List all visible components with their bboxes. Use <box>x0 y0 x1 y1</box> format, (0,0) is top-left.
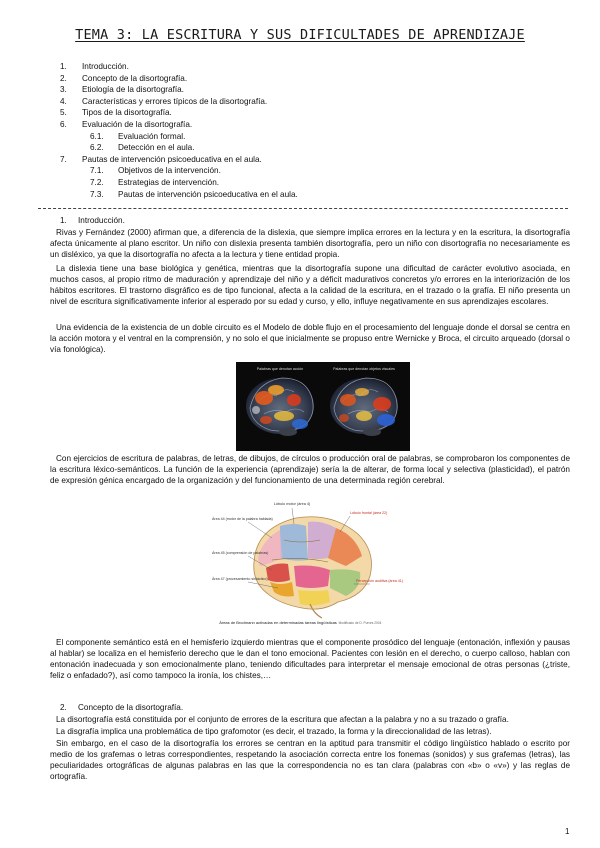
paragraph-text: La disgrafía implica una problemática de tipo grafomotor (es decir, el trazado, la forma y la direccionalidad de las letras). <box>56 727 492 736</box>
paragraph <box>50 738 570 782</box>
right-brain-scan <box>330 378 398 436</box>
paragraph <box>50 263 570 307</box>
label-motor-area: Lóbulo motor (área 4) <box>273 502 311 506</box>
label-area-45: Área 45 (comprensión de palabras) <box>212 551 269 555</box>
paragraph-text: El componente semántico está en el hemisferio izquierdo mientras que el componente prosódico del lenguaje (entonación, inflexión y pausas al hablar) se localiza en el hemisferio derecho que le dan el tono emocional. Pacientes con lesión en el derecho, o cuerpo calloso, hablan con entonación inadecuada y son emocionalmente plano, teniendo dificultades para interpretar el mensaje emocional de otras personas (¿triste, feliz o enfadado?), así como tampoco la ironía, los chistes,… <box>50 638 570 680</box>
paragraph <box>50 714 570 725</box>
brain-activation-figure <box>236 362 410 451</box>
paragraph-text: La dislexia tiene una base biológica y genética, mientras que la disortografía supone una dificultad de carácter evolutivo asociada, en muchos casos, al propio ritmo de maduración y aprendizaje del niño y a déficit madurativos concretos y/o errores en la interiorización de los hábitos escritores. El trastorno disgráfico es de tipo funcional, afecta a la calidad de la escritura, en el trazado o la grafía. El niño presenta un nivel de escritura significativamente inferior al esperado por su edad y curso, y ello, influye negativamente en sus aprendizajes escolares. <box>50 264 570 306</box>
label-frontal-area: Lóbulo frontal (área 22) <box>350 511 388 515</box>
toc-label: Etiología de la disortografía. <box>82 85 184 95</box>
section-heading <box>60 215 125 226</box>
toc-number: 6.2. <box>90 143 104 153</box>
paragraph <box>50 322 570 355</box>
paragraph <box>50 637 570 681</box>
paragraph-text: Sin embargo, en el caso de la disortografía los errores se centran en la aptitud para transmitir el código lingüístico hablado o escrito por medio de los grafemas o letras correspondientes, respetando la asociación correcta entre los fonemas (sonidos) y sus grafemas (letras), las peculiaridades ortográficas de algunas palabras en las que la correspondencia no es tan clara (palabras con «b» o «v») y las reglas de ortografía. <box>50 739 570 781</box>
toc-subitem <box>60 131 560 143</box>
section-number: 1. <box>60 216 67 225</box>
brodmann-brain-map <box>210 500 403 632</box>
toc-label: Pautas de intervención psicoeducativa en el aula. <box>82 154 262 164</box>
toc-item <box>60 119 560 131</box>
brodmann-areas-figure <box>210 500 403 632</box>
paragraph-text: La disortografía está constituida por el conjunto de errores de la escritura que afectan a la palabra y no a su trazado o grafía. <box>56 715 509 724</box>
paragraph-text: Rivas y Fernández (2000) afirman que, a diferencia de la dislexia, que siempre implica errores en la lectura y en la escritura, la disortografía afecta únicamente al plano escritor. Un niño con dislexia presenta también disortografía, pero un niño con disortografía no necesariamente es un disléxico, ya que la disortografía no afecta a la lectura y tiene entidad propia. <box>50 228 570 259</box>
toc-number: 7.3. <box>90 189 104 199</box>
toc-subitem <box>60 142 560 154</box>
toc-label: Concepto de la disortografía. <box>82 73 188 83</box>
paragraph-text: Una evidencia de la existencia de un doble circuito es el Modelo de doble flujo en el procesamiento del lenguaje donde el dorsal se centra en la acción motora y el ventral en la comprensión, y no solo el que inicialmente se propuso entre Wernicke y Broca, el circuito arqueado (dorsal o vía fonológica). <box>50 323 570 354</box>
figure-credit: Modificado de D. Purves 2004 <box>338 621 382 625</box>
left-scan-caption: Palabras que denotan acción <box>256 367 304 371</box>
paragraph <box>50 453 570 486</box>
toc-subitem <box>60 177 560 189</box>
toc-label: Introducción. <box>82 62 129 71</box>
section-number: 2. <box>60 703 67 712</box>
toc-item <box>60 154 560 166</box>
toc-label: Objetivos de la intervención. <box>118 166 221 176</box>
brain-lateral-view <box>254 517 372 618</box>
brain-scans-illustration <box>236 362 410 451</box>
toc-subitem <box>60 165 560 177</box>
toc-number: 6. <box>60 119 67 129</box>
toc-label: Evaluación formal. <box>118 131 186 141</box>
toc-label: Evaluación de la disortografía. <box>82 119 193 129</box>
section-title: Concepto de la disortografía. <box>78 703 184 712</box>
page-number: 1 <box>565 827 570 836</box>
label-area-47: Área 47 (procesamiento sintáctico) <box>212 577 268 581</box>
table-of-contents <box>60 61 560 200</box>
paragraph-text: Con ejercicios de escritura de palabras, de letras, de dibujos, de círculos o producción oral de palabras, se comprobaron los componentes de la escritura léxico-semánticos. La función de la experiencia (aprendizaje) sería la de alterar, de forma local y selectiva (plasticidad), el patrón de expresión génica encargado de la organización y del funcionamiento de una determinada región cerebral. <box>50 454 570 485</box>
toc-number: 3. <box>60 85 67 95</box>
toc-item <box>60 96 560 108</box>
toc-number: 7.2. <box>90 177 104 187</box>
toc-label: Características y errores típicos de la disortografía. <box>82 96 268 106</box>
toc-number: 2. <box>60 73 67 83</box>
dashed-divider <box>38 208 568 209</box>
toc-item <box>60 61 560 73</box>
right-scan-caption: Palabras que denotan objetos visuales <box>333 367 395 371</box>
toc-item <box>60 84 560 96</box>
toc-number: 6.1. <box>90 131 104 141</box>
toc-number: 5. <box>60 108 67 118</box>
document-title: TEMA 3: LA ESCRITURA Y SUS DIFICULTADES DE APRENDIZAJE <box>75 27 525 43</box>
toc-item <box>60 107 560 119</box>
toc-number: 4. <box>60 96 67 106</box>
toc-number: 1. <box>60 62 67 71</box>
paragraph <box>50 726 570 737</box>
paragraph <box>50 227 570 260</box>
label-auditory-area: Percepción auditiva (área 41) <box>356 579 403 583</box>
section-heading <box>60 702 183 713</box>
label-area-44: Área 44 (motor de la palabra hablada) <box>212 517 273 521</box>
toc-number: 7. <box>60 154 67 164</box>
left-brain-scan <box>246 378 314 436</box>
toc-number: 7.1. <box>90 166 104 176</box>
toc-item <box>60 73 560 85</box>
figure-caption: Áreas de Brodmann activadas en determinadas tareas lingüísticas <box>219 620 337 625</box>
toc-label: Pautas de intervención psicoeducativa en el aula. <box>118 189 298 199</box>
toc-label: Detección en el aula. <box>118 143 195 153</box>
section-title: Introducción. <box>78 216 125 225</box>
toc-label: Tipos de la disortografía. <box>82 108 172 118</box>
toc-label: Estrategias de intervención. <box>118 177 220 187</box>
toc-subitem <box>60 189 560 201</box>
